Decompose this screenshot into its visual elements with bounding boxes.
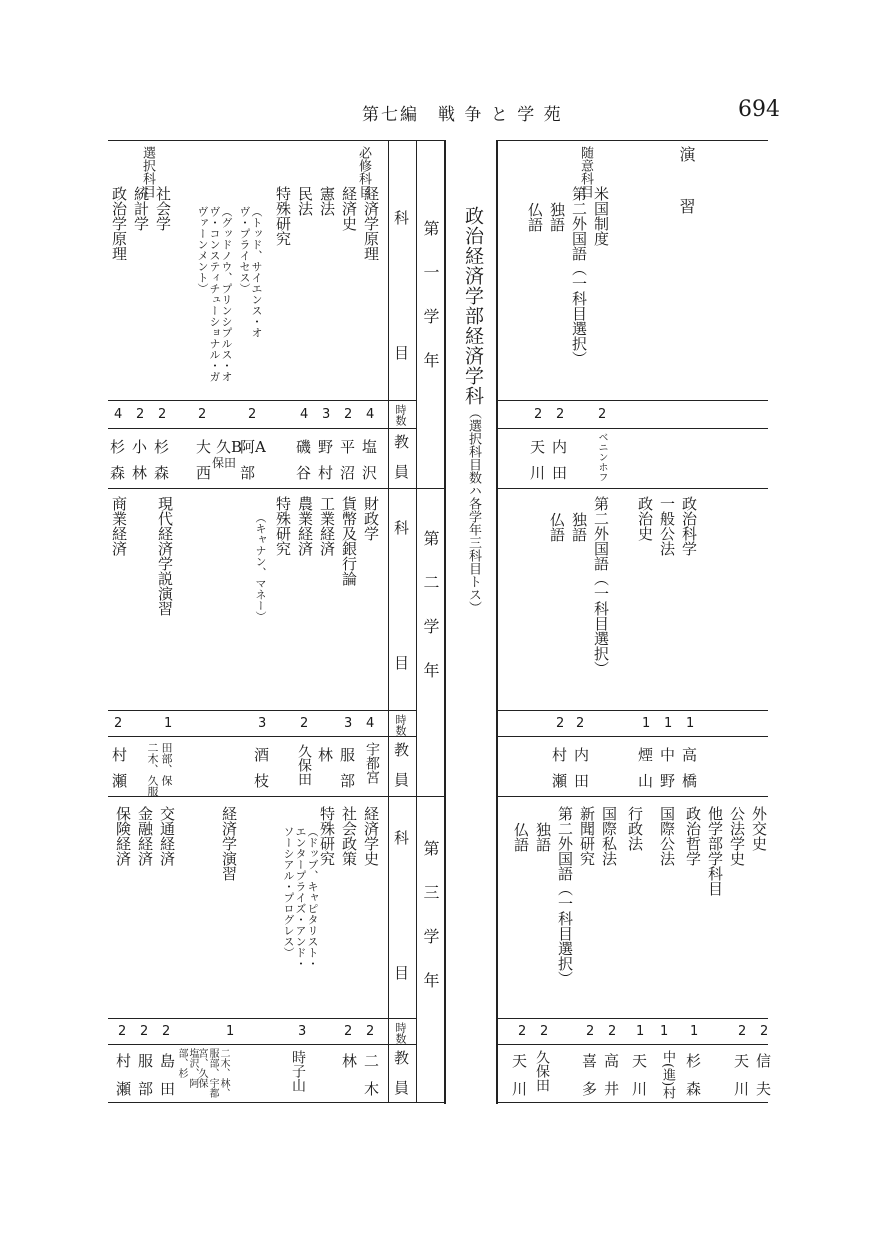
r-y2-subject-6: 仏語: [548, 512, 566, 542]
y3-hours-4: 1: [226, 1024, 235, 1039]
y2-special-note: （キャナン、マネー）: [254, 512, 267, 622]
r-y3-teacher-bot-2: 川: [734, 1080, 750, 1098]
y2-teacher-top-1: 宇都宮: [364, 742, 380, 784]
r-y2-teacher-1: 高: [682, 746, 698, 764]
left-col-divider-1: [388, 140, 389, 1102]
y1-teacher-top-10: 杉: [110, 438, 126, 456]
r-y2-hours-3: 1: [642, 716, 651, 731]
y3-teacher-top-2: 林: [342, 1052, 358, 1070]
r-y3-teacher-3: 杉: [686, 1052, 702, 1070]
y3-teacher-top-6: 服: [138, 1052, 154, 1070]
r-y2-subject-1: 政治科学: [680, 496, 698, 556]
y2-teacher-bot-7: 瀬: [112, 772, 128, 790]
y1-elective-1: 社会学: [154, 186, 172, 231]
y1-hours-8: 2: [136, 407, 145, 422]
y3-elective-2: 交通経済: [158, 806, 176, 866]
left-top-rule: [108, 140, 444, 141]
r-y1-subject-3: 独語: [548, 202, 566, 232]
department-note: （選択科目数ハ各学年三科目トス）: [466, 406, 481, 614]
y3-subject-3: 特殊研究: [318, 806, 336, 866]
y3-teacher-top-4: 二木、林、服部、宇都宮、久保: [196, 1048, 229, 1098]
y3-hours-5: 2: [162, 1024, 171, 1039]
y2-subject-1: 財政学: [362, 496, 380, 541]
y1-teacher-top-2: 平: [340, 438, 356, 456]
r-y3-hours-8: 2: [540, 1024, 549, 1039]
year1-hours-header: 時数: [394, 404, 407, 426]
y3-hours-3: 3: [298, 1024, 307, 1039]
year1-teacher-rule: [108, 428, 416, 429]
y1-elective-3: 政治学原理: [110, 186, 128, 261]
r-y1-hours-2: 2: [556, 407, 565, 422]
y1-teacher-top-1: 塩: [362, 438, 378, 456]
year2-label: 第 二 学 年: [421, 530, 440, 684]
y1-hours-1: 4: [366, 407, 375, 422]
y3-subject-1: 経済学史: [362, 806, 380, 866]
r-y3-subject-9: 第二外国語（一科目選択）: [556, 806, 574, 986]
y2-teacher-top-6: 二木、久服: [146, 742, 159, 797]
y2-subject-2: 貨幣及銀行論: [340, 496, 358, 586]
y1-elective-2: 統計学: [132, 186, 150, 231]
chapter-header: 第七編 戦 争 と 学 苑: [362, 105, 563, 125]
y1-hours-2: 2: [344, 407, 353, 422]
y1-teacher-bot-2: 沼: [340, 464, 356, 482]
y1-hours-5: 2: [248, 407, 257, 422]
y2-subject-4: 農業経済: [296, 496, 314, 556]
r-y3-hours-7: 2: [586, 1024, 595, 1039]
r-y3-subject-6: 行政法: [626, 806, 644, 851]
right-y3-teacher-rule: [496, 1044, 768, 1045]
r-y2-teacher-4: 内: [574, 746, 590, 764]
year2-hours-header: 時数: [394, 714, 407, 736]
r-y3-subject-2: 公法学史: [728, 806, 746, 866]
r-y3-hours-6: 2: [608, 1024, 617, 1039]
y3-elective-1: 経済学演習: [220, 806, 238, 881]
r-y2-subject-2: 一般公法: [658, 496, 676, 556]
r-y2-teacher-2: 中: [660, 746, 676, 764]
y3-elective-4: 保険経済: [114, 806, 132, 866]
r-y3-teacher-bot-6: 井: [604, 1080, 620, 1098]
y2-hours-1: 4: [366, 716, 375, 731]
y3-teacher-top-5: 島: [160, 1052, 176, 1070]
y1-subject-2: 経済史: [340, 186, 358, 231]
left-outer-right: [444, 140, 446, 1104]
y2-hours-5: 1: [164, 716, 173, 731]
y1-hours-7: 2: [158, 407, 167, 422]
r-y2-subject-3: 政治史: [636, 496, 654, 541]
y2-elective-1: 現代経済学説演習: [156, 496, 174, 616]
year2-teacher-rule: [108, 736, 416, 737]
year3-hours-rule: [108, 1018, 416, 1019]
r-y3-subject-4: 政治哲学: [684, 806, 702, 866]
year3-subject-header: 科 目: [392, 830, 410, 1010]
y1-hours-9: 4: [114, 407, 123, 422]
y3-hours-6: 2: [140, 1024, 149, 1039]
left-bottom-rule: [108, 1102, 444, 1103]
y3-teacher-top-1: 二: [364, 1052, 380, 1070]
r-y3-subject-7: 国際私法: [600, 806, 618, 866]
y2-teacher-bot-2: 部: [340, 772, 356, 790]
year2-teacher-header: 教 員: [392, 742, 410, 787]
r-y3-teacher-bot-7: 多: [582, 1080, 598, 1098]
r-y1-teacher-3: 天: [530, 438, 546, 456]
r-y2-hours-5: 2: [556, 716, 565, 731]
page-number: 694: [738, 97, 780, 122]
y2-teacher-top-4: 久保田: [296, 744, 312, 786]
y2-teacher-top-2: 服: [340, 746, 356, 764]
year3-hours-header: 時数: [394, 1022, 407, 1044]
r-y3-hours-3: 1: [690, 1024, 699, 1039]
y1-teacher-top-6: 久B: [216, 438, 243, 456]
r-y1-teacher-bot-3: 川: [530, 464, 546, 482]
y3-special-note: （ドッブ、キャピタリスト・エンタープライズ・アンド・ソーシアル・プログレス）: [282, 826, 319, 969]
r-y3-teacher-2: 天: [734, 1052, 750, 1070]
y1-special-note-2: （グッドノウ、プリンシプルス・オヴ・コンスティチューショナル・ガヴァーンメント）: [196, 206, 233, 382]
y1-teacher-top-8: 杉: [154, 438, 170, 456]
y2-hours-6: 2: [114, 716, 123, 731]
y2-hours-4: 3: [258, 716, 267, 731]
y1-teacher-top-7: 大: [196, 438, 212, 456]
r-y2-hours-2: 1: [664, 716, 673, 731]
y2-hours-2: 3: [344, 716, 353, 731]
y3-teacher-bot-6: 部: [138, 1080, 154, 1098]
r-y1-teacher-1: ベニンホフ: [596, 432, 607, 482]
r-y1-hours-1: 2: [598, 407, 607, 422]
y3-teacher-bot-1: 木: [364, 1080, 380, 1098]
r-y1-teacher-bot-2: 田: [552, 464, 568, 482]
required-marker: 必修科目: [356, 146, 371, 198]
year1-subject-header: 科 目: [392, 210, 410, 390]
y2-teacher-top-5: 酒: [254, 746, 270, 764]
year2-hours-rule: [108, 710, 416, 711]
r-y1-teacher-2: 内: [552, 438, 568, 456]
y2-teacher-top-7: 村: [112, 746, 128, 764]
right-y2-hours-rule: [496, 710, 768, 711]
y1-teacher-bot-6: 保田: [212, 456, 237, 470]
y2-teacher-top-3: 林: [318, 746, 334, 764]
r-y2-teacher-bot-3: 山: [638, 772, 654, 790]
year3-label: 第 三 学 年: [421, 840, 440, 994]
y1-subject-1: 経済学原理: [362, 186, 380, 261]
y3-hours-1: 2: [366, 1024, 375, 1039]
r-y2-subject-4: 第二外国語（一科目選択）: [592, 496, 610, 676]
r-y2-teacher-5: 村: [552, 746, 568, 764]
right-y3-hours-rule: [496, 1018, 768, 1019]
y1-hours-4: 4: [300, 407, 309, 422]
y1-teacher-bot-10: 森: [110, 464, 126, 482]
y3-teacher-bot-4: 塩沢、阿部、杉: [176, 1048, 198, 1088]
r-y2-subject-5: 独語: [570, 512, 588, 542]
r-y3-subject-3: 他学部学科目: [706, 806, 724, 896]
year3-teacher-rule: [108, 1044, 416, 1045]
r-y3-teacher-1: 信: [756, 1052, 772, 1070]
r-y2-teacher-bot-5: 瀬: [552, 772, 568, 790]
y1-subject-4: 民法: [296, 186, 314, 216]
right-y1-teacher-rule: [496, 428, 768, 429]
y1-teacher-bot-5: 部: [240, 464, 256, 482]
r-y3-hours-1: 2: [760, 1024, 769, 1039]
seminar-header: 演 習: [677, 146, 696, 224]
r-y3-teacher-4: 中(進)村: [660, 1050, 675, 1100]
r-y2-teacher-3: 煙: [638, 746, 654, 764]
y3-teacher-bot-7: 瀬: [116, 1080, 132, 1098]
y1-teacher-top-3: 野: [318, 438, 334, 456]
y3-teacher-bot-5: 田: [160, 1080, 176, 1098]
y2-subject-5: 特殊研究: [274, 496, 292, 556]
y2-hours-3: 2: [300, 716, 309, 731]
r-y3-teacher-bot-5: 川: [632, 1080, 648, 1098]
y1-teacher-bot-1: 沢: [362, 464, 378, 482]
y1-teacher-bot-8: 森: [154, 464, 170, 482]
year1-teacher-header: 教 員: [392, 434, 410, 479]
r-y3-hours-2: 2: [738, 1024, 747, 1039]
r-y3-subject-10: 独語: [534, 822, 552, 852]
y3-subject-2: 社会政策: [340, 806, 358, 866]
year1-end-rule: [108, 488, 444, 489]
department-title: 政治経済学部経済学科: [462, 206, 484, 406]
r-y3-teacher-bot-1: 夫: [756, 1080, 772, 1098]
year3-teacher-header: 教 員: [392, 1050, 410, 1095]
y3-teacher-top-7: 村: [116, 1052, 132, 1070]
r-y3-teacher-7: 喜: [582, 1052, 598, 1070]
y3-teacher-top-3: 時子山: [290, 1050, 306, 1092]
r-y1-subject-4: 仏語: [526, 202, 544, 232]
r-y3-teacher-5: 天: [632, 1052, 648, 1070]
y2-teacher-bot-6: 田部、保: [160, 742, 173, 786]
r-y1-hours-3: 2: [534, 407, 543, 422]
right-y1-hours-rule: [496, 400, 768, 401]
y2-teacher-bot-5: 枝: [254, 772, 270, 790]
r-y3-teacher-bot-9: 川: [512, 1080, 528, 1098]
r-y3-subject-1: 外交史: [750, 806, 768, 851]
y1-teacher-top-9: 小: [132, 438, 148, 456]
y1-teacher-top-4: 磯: [296, 438, 312, 456]
y1-subject-5: 特殊研究: [274, 186, 292, 246]
right-outer-left: [496, 140, 498, 1104]
r-y3-teacher-8: 久保田: [534, 1050, 550, 1092]
optional-header: 随意科目: [578, 146, 593, 198]
r-y3-subject-8: 新聞研究: [578, 806, 596, 866]
year2-subject-header: 科 目: [392, 520, 410, 700]
y2-subject-3: 工業経済: [318, 496, 336, 556]
y3-hours-7: 2: [118, 1024, 127, 1039]
y1-teacher-top-5: 阿A: [240, 438, 266, 456]
year1-label: 第 一 学 年: [421, 220, 440, 374]
right-y2-end-rule: [496, 796, 768, 797]
r-y3-teacher-6: 高: [604, 1052, 620, 1070]
r-y2-teacher-bot-4: 田: [574, 772, 590, 790]
r-y3-hours-4: 1: [660, 1024, 669, 1039]
right-bottom-rule: [496, 1102, 768, 1103]
y1-special-note: （トッド、サイエンス・オヴ・プライセス）: [238, 206, 263, 338]
y1-teacher-bot-9: 林: [132, 464, 148, 482]
r-y2-teacher-bot-1: 橋: [682, 772, 698, 790]
r-y3-hours-9: 2: [518, 1024, 527, 1039]
y3-elective-3: 金融経済: [136, 806, 154, 866]
r-y1-subject-2: 第二外国語（一科目選択）: [570, 186, 588, 366]
y1-hours-6: 2: [198, 407, 207, 422]
y1-teacher-bot-4: 谷: [296, 464, 312, 482]
right-y1-end-rule: [496, 488, 768, 489]
elective-marker: 選択科目: [140, 146, 155, 198]
r-y3-teacher-9: 天: [512, 1052, 528, 1070]
right-top-rule: [496, 140, 768, 141]
y1-subject-3: 憲法: [318, 186, 336, 216]
r-y3-teacher-bot-3: 森: [686, 1080, 702, 1098]
r-y2-hours-1: 1: [686, 716, 695, 731]
r-y3-hours-5: 1: [636, 1024, 645, 1039]
y1-teacher-bot-7: 西: [196, 464, 212, 482]
y2-elective-2: 商業経済: [110, 496, 128, 556]
y1-hours-3: 3: [322, 407, 331, 422]
r-y1-subject-1: 米国制度: [592, 186, 610, 246]
r-y3-subject-5: 国際公法: [658, 806, 676, 866]
left-col-divider-2: [416, 140, 417, 1102]
r-y2-hours-4: 2: [576, 716, 585, 731]
right-y2-teacher-rule: [496, 736, 768, 737]
y1-teacher-bot-3: 村: [318, 464, 334, 482]
y3-hours-2: 2: [344, 1024, 353, 1039]
r-y2-teacher-bot-2: 野: [660, 772, 676, 790]
year1-hours-rule: [108, 400, 416, 401]
r-y3-subject-11: 仏語: [512, 822, 530, 852]
